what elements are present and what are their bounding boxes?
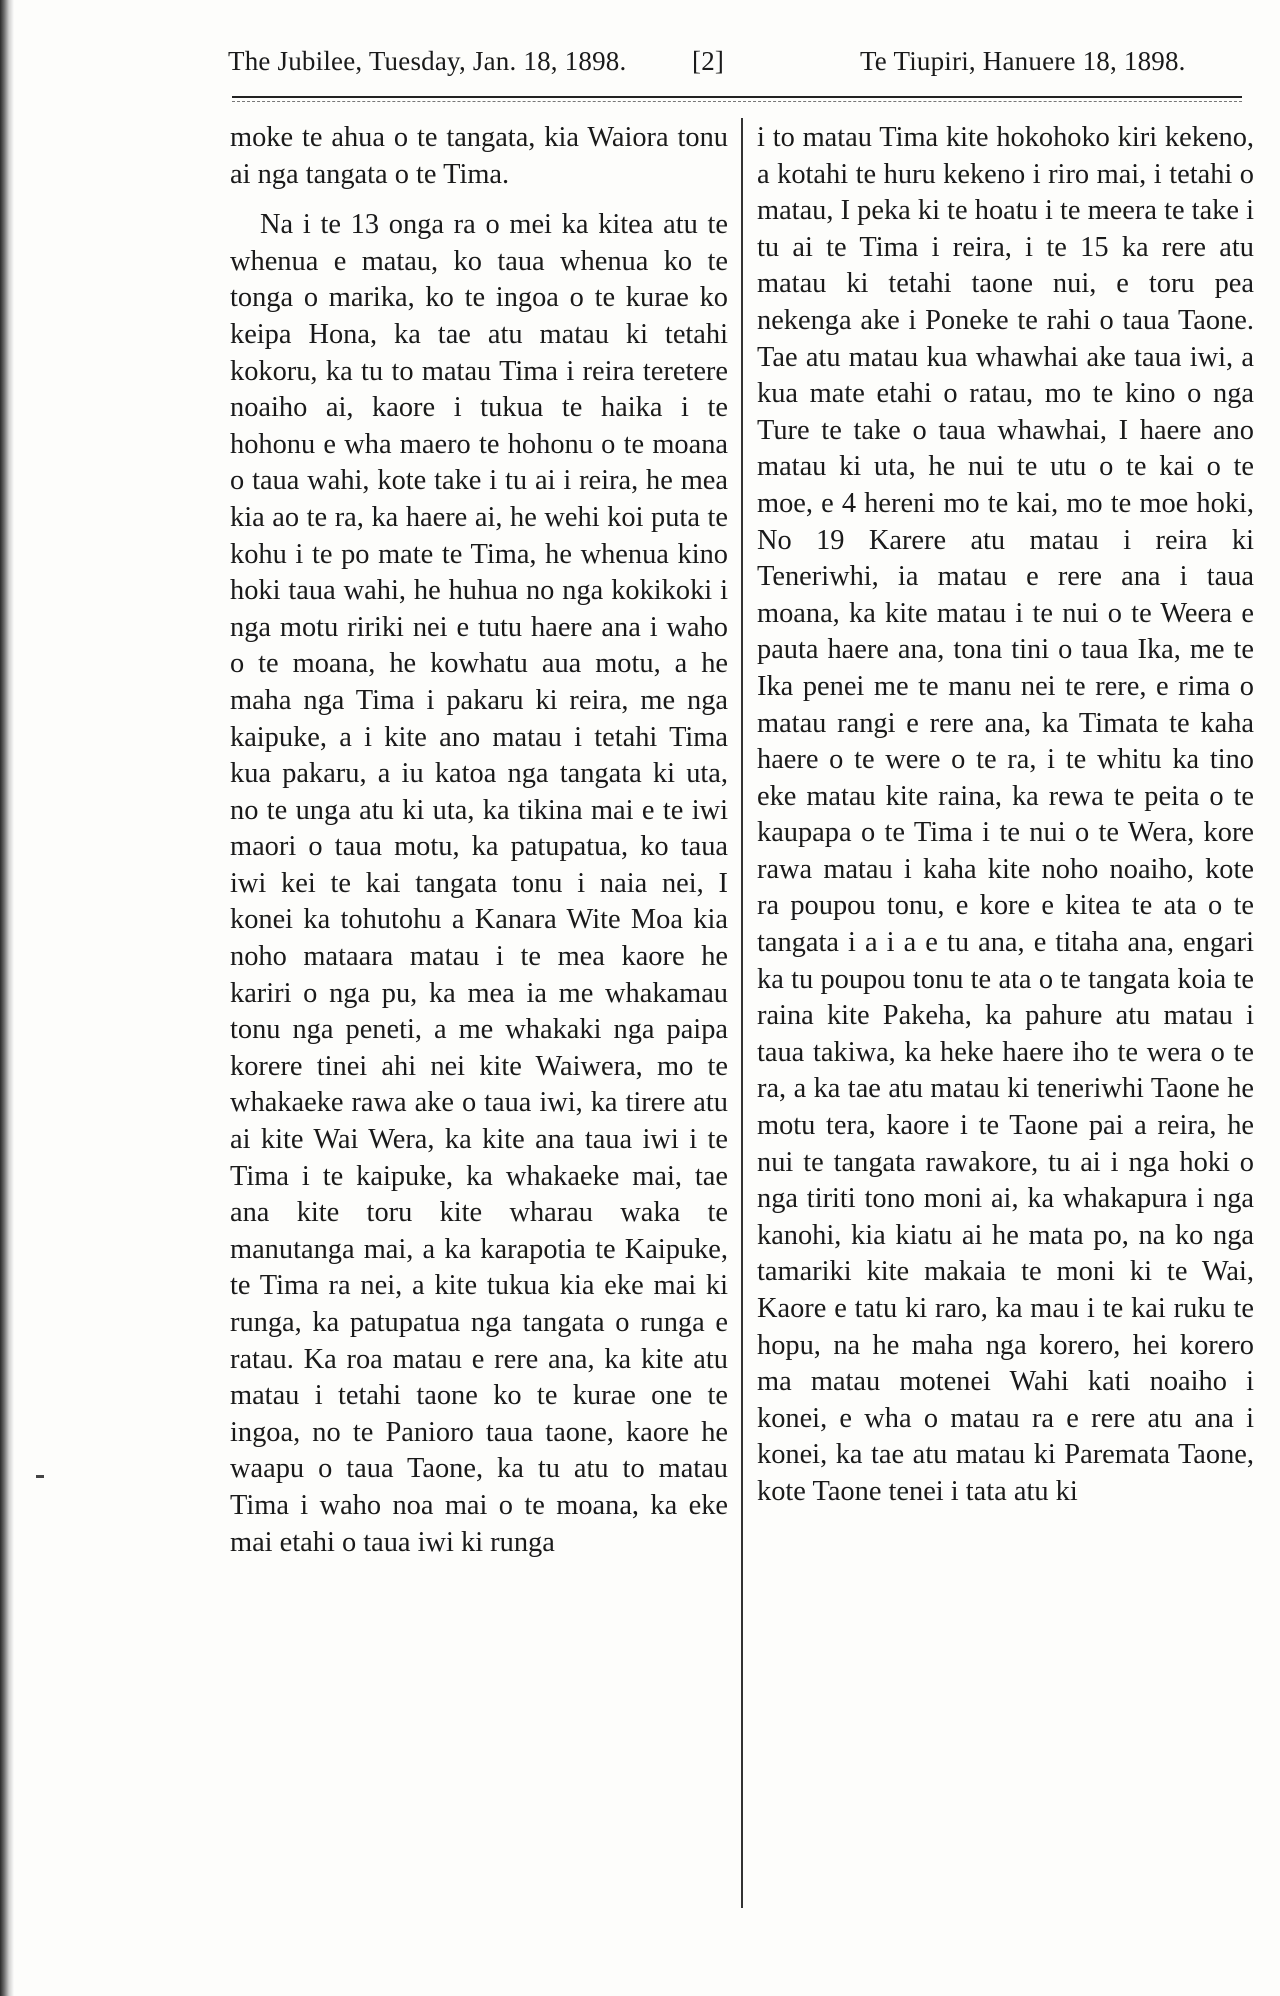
right-paragraph-1: i to matau Tima kite hokohoko kiri kekeno, a kotahi te huru kekeno i riro mai, i tetahi o matau, I peka ki te hoatu i te meera te take i tu ai te Tima i reira, i te 15 ka rere atu matau ki tetahi taone nui, e toru pea nekenga ake i Poneke te rahi o taua Taone. Tae atu matau kua whawhai ake taua iwi, a kua mate etahi o ratau, mo te kino o nga Ture te take o taua whawhai, I haere ano matau ki uta, he nui te utu o te kai o te moe, e 4 hereni mo te kai, mo te moe hoki, No 19 Karere atu matau i reira ki Teneriwhi, ia matau e rere ana i taua moana, ka kite matau i te nui o te Weera e pauta haere ana, tona tini o taua Ika, me te Ika penei me te manu nei te rere, e rima o matau rangi e rere ana, ka Timata te kaha haere o te were o te ra, i te whitu ka tino eke matau kite raina, ka rewa te peita o te kaupapa o te Tima i te nui o te Wera, kore rawa matau i kaha kite noho noaiho, kote ra poupou tonu, e kore e kitea te ata o te tangata i a i a e tu ana, e titaha ana, engari ka tu poupou tonu te ata o te tangata koia te raina kite Pakeha, ka pahure atu matau i taua takiwa, ka heke haere iho te wera o te ra, a ka tae atu matau ki teneriwhi Taone he motu tera, kaore i te Taone pai a reira, he nui te tangata rawakore, tu ai i nga hoki o nga tiriti tono moni ai, ka whakapura i nga kanohi, kia kiatu ai he mata po, na ko nga tamariki kite makaia te moni ki te Wai, Kaore e tatu ki raro, ka mau i te kai ruku te hopu, na he maha nga korero, hei korero ma matau motenei Wahi kati noaiho i konei, e wha o matau ra e rere atu ana i konei, ka tae atu matau ki Paremata Taone, kote Taone tenei i tata atu ki xyxy=(757,122,1254,1507)
print-mark xyxy=(36,1475,44,1478)
page-binding-edge xyxy=(0,0,14,1996)
header-maori-dateline: Te Tiupiri, Hanuere 18, 1898. xyxy=(860,46,1186,76)
header-rule xyxy=(232,96,1242,98)
right-column xyxy=(757,120,1254,1511)
header-rule-dashed xyxy=(232,101,1242,102)
column-divider xyxy=(741,118,743,1908)
header-english-dateline: The Jubilee, Tuesday, Jan. 18, 1898. xyxy=(228,46,627,76)
header-page-number: [2] xyxy=(692,46,725,76)
page-header xyxy=(228,46,1204,86)
left-paragraph-2: Na i te 13 onga ra o mei ka kitea atu te whenua e matau, ko taua whenua ko te tonga o marika, ko te ingoa o te kurae ko keipa Hona, ka tae atu matau ki tetahi kokoru, ka tu to matau Tima i reira teretere noaiho ai, kaore i tukua te haika i te hohonu e wha maero te hohonu o te moana o taua wahi, kote take i tu ai i reira, he mea kia ao te ra, ka haere ai, he wehi koi puta te kohu i te po mate te Tima, he whenua kino hoki taua wahi, he huhua no nga kokikoki i nga motu ririki nei e tutu haere ana i waho o te moana, he kowhatu aua motu, a he maha nga Tima i pakaru ki reira, me nga kaipuke, a i kite ano matau i tetahi Tima kua pakaru, a iu katoa nga tangata ki uta, no te unga atu ki uta, ka tikina mai e te iwi maori o taua motu, ka patupatua, ko taua iwi kei te kai tangata tonu i naia nei, I konei ka tohutohu a Kanara Wite Moa kia noho mataara matau i te mea kaore he kariri o nga pu, ka mea ia me whakamau tonu nga peneti, a me whakaki nga paipa korere tinei ahi nei kite Waiwera, mo te whakaeke rawa ake o taua iwi, ka tirere atu ai kite Wai Wera, ka kite ana taua iwi i te Tima i te kaipuke, ka whakaeke mai, tae ana kite toru kite wharau waka te manutanga mai, a ka karapotia te Kaipuke, te Tima ra nei, a kite tukua kia eke mai ki runga, ka patupatua nga tangata o runga e ratau. Ka roa matau e rere ana, ka kite atu matau i tetahi taone ko te kurae one te ingoa, no te Panioro taua taone, kaore he waapu o taua Taone, ka tu atu to matau Tima i waho noa mai o te moana, ka eke mai etahi o taua iwi ki runga xyxy=(230,209,728,1558)
left-column xyxy=(230,120,728,1561)
left-paragraph-1: moke te ahua o te tangata, kia Waiora tonu ai nga tangata o te Tima. xyxy=(230,122,728,190)
